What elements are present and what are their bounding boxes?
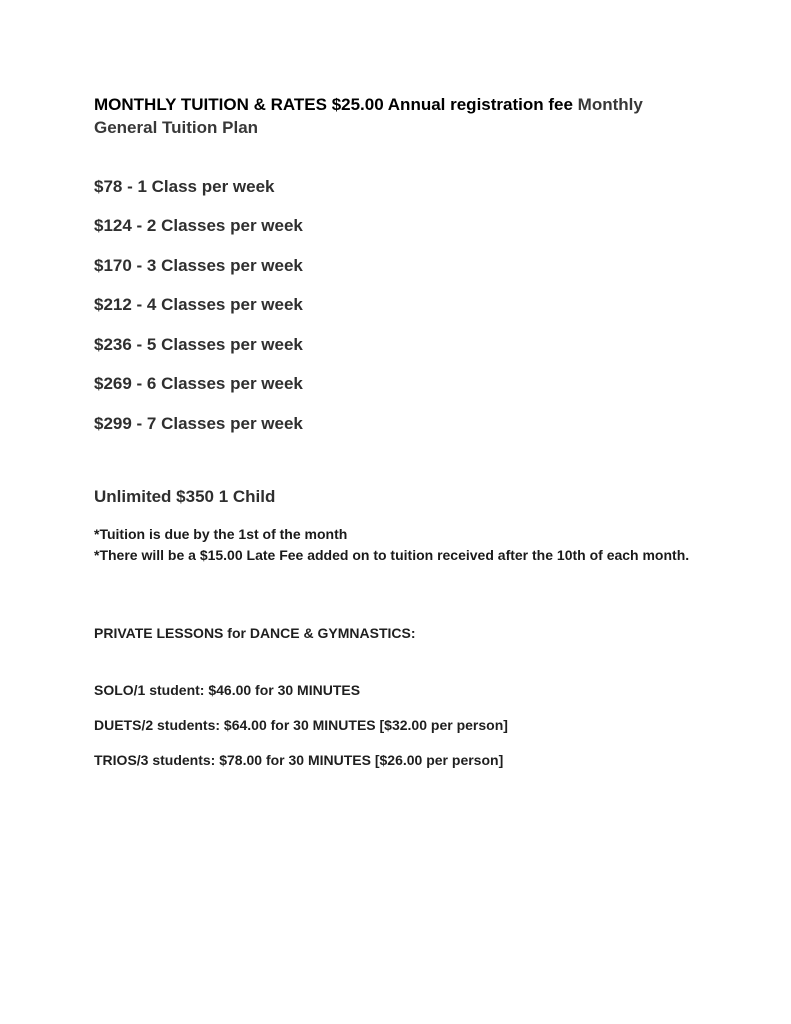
private-lesson-item: TRIOS/3 students: $78.00 for 30 MINUTES [$26.00 per person] <box>94 752 504 768</box>
rate-line: $212 - 4 Classes per week <box>94 295 303 314</box>
page-title <box>94 93 704 139</box>
late-fee-note: *There will be a $15.00 Late Fee added on to tuition received after the 10th of each month. <box>94 547 690 563</box>
rate-line: $124 - 2 Classes per week <box>94 216 303 235</box>
tuition-due-note: *Tuition is due by the 1st of the month <box>94 526 348 542</box>
rate-line: $299 - 7 Classes per week <box>94 414 303 433</box>
rate-line: $236 - 5 Classes per week <box>94 335 303 354</box>
title-plan: Monthly General Tuition Plan <box>94 95 643 137</box>
rate-line: $170 - 3 Classes per week <box>94 256 303 275</box>
private-lesson-item: SOLO/1 student: $46.00 for 30 MINUTES <box>94 682 361 698</box>
private-lesson-item: DUETS/2 students: $64.00 for 30 MINUTES [$32.00 per person] <box>94 717 508 733</box>
rate-line: $269 - 6 Classes per week <box>94 374 303 393</box>
rate-line: $78 - 1 Class per week <box>94 177 275 196</box>
title-main: MONTHLY TUITION & RATES $25.00 Annual registration fee <box>94 95 573 114</box>
private-lessons-heading: PRIVATE LESSONS for DANCE & GYMNASTICS: <box>94 625 416 641</box>
unlimited-rate: Unlimited $350 1 Child <box>94 487 276 506</box>
